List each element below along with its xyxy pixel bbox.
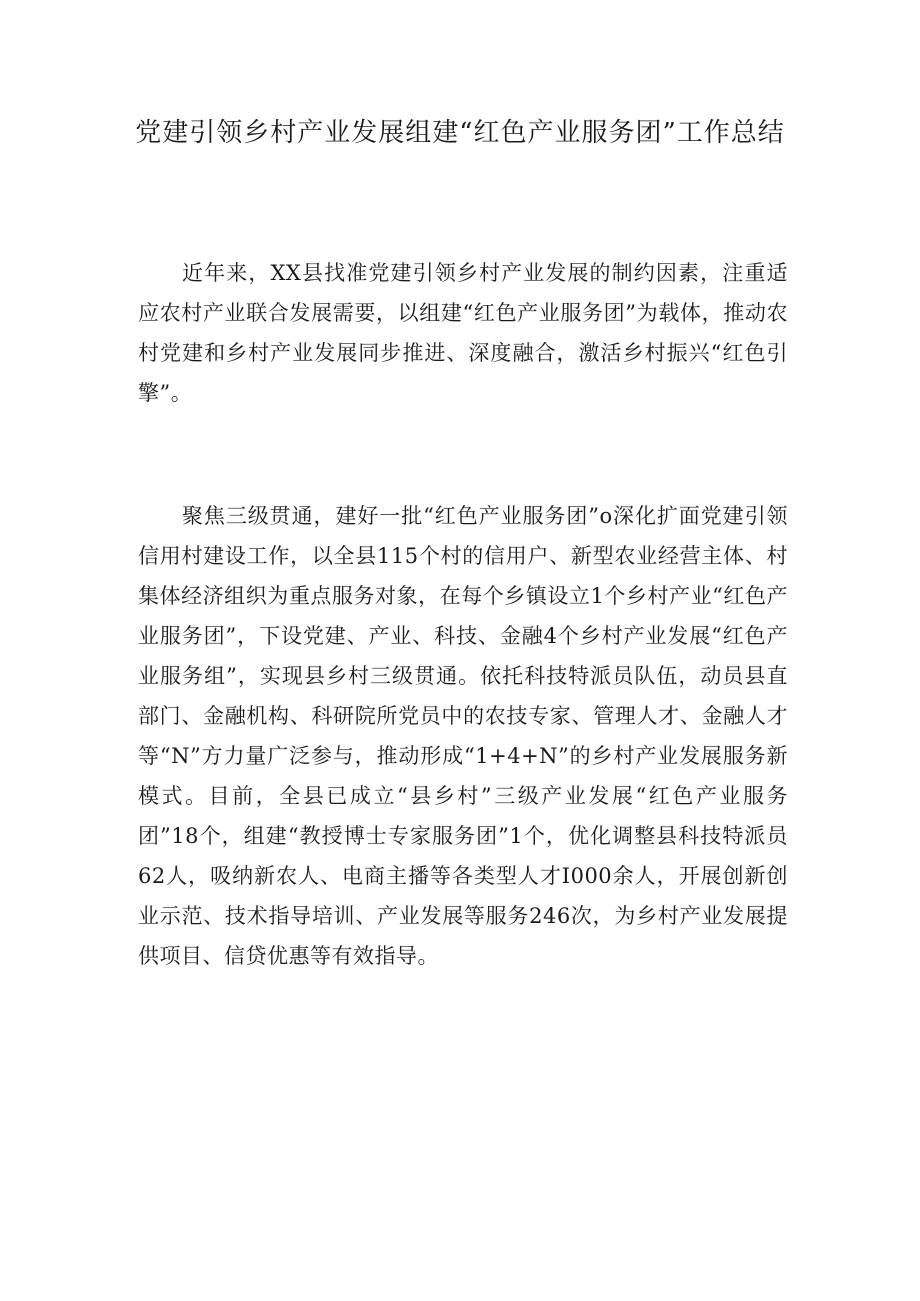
paragraph-red-service-teams: 聚焦三级贯通，建好一批“红色产业服务团”o深化扩面党建引领信用村建设工作，以全县115个村的信用户、新型农业经营主体、村集体经济组织为重点服务对象，在每个乡镇设立1个乡村产业“红色产业服务团”，下设党建、产业、科技、金融4个乡村产业发展“红色产业服务组”，实现县乡村三级贯通。依托科技特派员队伍，动员县直部门、金融机构、科研院所党员中的农技专家、管理人才、金融人才等“N”方力量广泛参与，推动形成“1+4+N”的乡村产业发展服务新模式。目前，全县已成立“县乡村”三级产业发展“红色产业服务团”18个，组建“教授博士专家服务团”1个，优化调整县科技特派员62人，吸纳新农人、电商主播等各类型人才I000余人，开展创新创业示范、技术指导培训、产业发展等服务246次，为乡村产业发展提供项目、信贷优惠等有效指导。 (138, 504, 788, 968)
document-title: 党建引领乡村产业发展组建“红色产业服务团”工作总结 (135, 118, 785, 148)
paragraph-intro: 近年来，XX县找准党建引领乡村产业发展的制约因素，注重适应农村产业联合发展需要，以组建“红色产业服务团”为载体，推动农村党建和乡村产业发展同步推进、深度融合，激活乡村振兴“红色引擎”。 (138, 261, 788, 405)
